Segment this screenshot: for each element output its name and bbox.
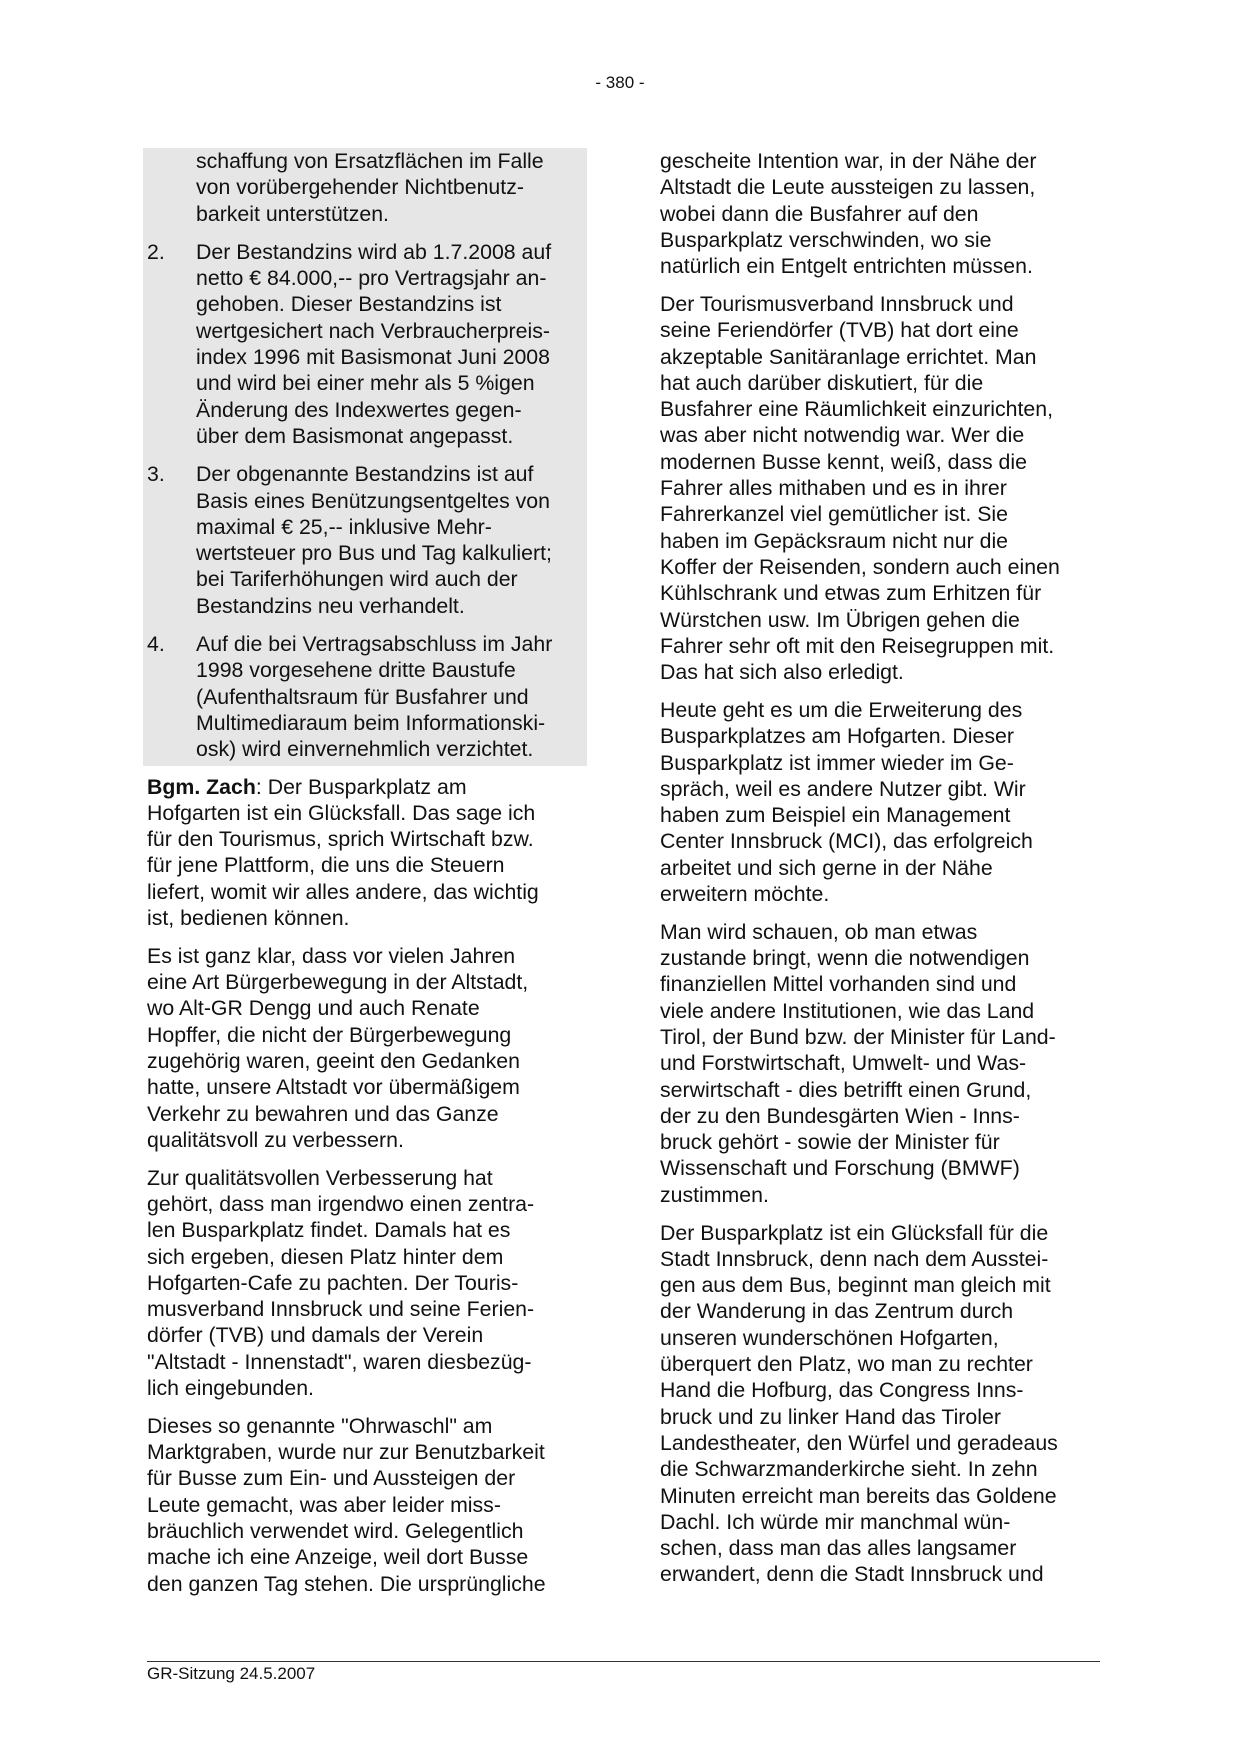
continued-item: schaffung von Ersatzflächen im Falle von vorübergehender Nichtbenutz- barkeit unterstützen. (196, 149, 544, 226)
right-column (660, 148, 1100, 1599)
paragraph: Es ist ganz klar, dass vor vielen Jahren eine Art Bürgerbewegung in der Altstadt, wo Alt-GR Dengg und auch Renate Hopffer, die nicht der Bürgerbewegung zugehörig waren, geeint den Gedanken hatte, unsere Altstadt vor übermäßigem Verkehr zu bewahren und das Ganze qualitätsvoll zu verbessern. (147, 943, 529, 1152)
speaker-name: Bgm. Zach (147, 774, 256, 799)
paragraph: Man wird schauen, ob man etwas zustande bringt, wenn die notwendigen finanziellen Mittel vorhanden sind und viele andere Institutionen, wie das Land Tirol, der Bund bzw. der Minister für Land- und Forstwirtschaft, Umwelt- und Was- serwirtschaft - dies betrifft einen Grund, der zu den Bundesgärten Wien - Inns- bruck gehört - sowie der Minister für Wissenschaft und Forschung (BMWF) zustimmen. (660, 919, 1056, 1207)
speaker-text: : Der Busparkplatz am Hofgarten ist ein Glücksfall. Das sage ich für den Tourismus, sprich Wirtschaft bzw. für jene Plattform, die uns die Steuern liefert, womit wir alles andere, das wichtig ist, bedienen können. (147, 774, 539, 931)
paragraph: Dieses so genannte "Ohrwaschl" am Marktgraben, wurde nur zur Benutzbarkeit für Busse zum Ein- und Aussteigen der Leute gemacht, was aber leider miss- bräuchlich verwendet wird. Gelegentlich mache ich eine Anzeige, weil dort Busse den ganzen Tag stehen. Die ursprüngliche (147, 1413, 546, 1596)
list-item-3 (147, 461, 587, 619)
page-number: - 380 - (595, 73, 645, 92)
speaker-paragraph (147, 774, 587, 932)
paragraph: gescheite Intention war, in der Nähe der Altstadt die Leute aussteigen zu lassen, wobei dann die Busfahrer auf den Busparkplatz verschwinden, wo sie natürlich ein Entgelt entrichten müssen. (660, 149, 1037, 279)
list-item-text: Auf die bei Vertragsabschluss im Jahr 1998 vorgesehene dritte Baustufe (Aufenthaltsraum für Busfahrer und Multimediaraum beim Informationski- osk) wird einvernehmlich verzichtet. (196, 632, 553, 762)
list-item-number: 3. (147, 462, 165, 487)
list-item-number: 4. (147, 632, 165, 657)
paragraph: Zur qualitätsvollen Verbesserung hat gehört, dass man irgendwo einen zentra- len Busparkplatz findet. Damals hat es sich ergeben, diesen Platz hinter dem Hofgarten-Cafe zu pachten. Der Touris- musverband Innsbruck und seine Ferien- dörfer (TVB) und damals der Verein "Altstadt - Innenstadt", waren diesbezüg- lich eingebunden. (147, 1165, 535, 1401)
left-column (147, 148, 587, 1608)
footer-divider (147, 1661, 1100, 1662)
paragraph: Heute geht es um die Erweiterung des Busparkplatzes am Hofgarten. Dieser Busparkplatz ist immer wieder im Ge- spräch, weil es andere Nutzer gibt. Wir haben zum Beispiel ein Management Center Innsbruck (MCI), das erfolgreich arbeitet und sich gerne in der Nähe erweitern möchte. (660, 697, 1033, 907)
list-item-text: Der Bestandzins wird ab 1.7.2008 auf netto € 84.000,-- pro Vertragsjahr an- gehoben. Dieser Bestandzins ist wertgesichert nach Verbraucherpreis- index 1996 mit Basismonat Juni 2008 und wird bei einer mehr als 5 %igen Änderung des Indexwertes gegen- über dem Basismonat angepasst. (196, 239, 552, 448)
list-item-4 (147, 631, 587, 762)
list-item-2 (147, 239, 587, 449)
list-item-number: 2. (147, 239, 165, 264)
paragraph: Der Busparkplatz ist ein Glücksfall für die Stadt Innsbruck, denn nach dem Ausstei- gen aus dem Bus, beginnt man gleich mit der Wanderung in das Zentrum durch unseren wunderschönen Hofgarten, überquert den Platz, wo man zu rechter Hand die Hofburg, das Congress Inns- bruck und zu linker Hand das Tiroler Landestheater, den Würfel und geradeaus die Schwarzmanderkirche sieht. In zehn Minuten erreicht man bereits das Goldene Dachl. Ich würde mir manchmal wün- schen, dass man das alles langsamer erwandert, denn die Stadt Innsbruck und (660, 1220, 1058, 1587)
footer-session-date: GR-Sitzung 24.5.2007 (147, 1664, 316, 1683)
list-item-text: Der obgenannte Bestandzins ist auf Basis eines Benützungsentgeltes von maximal € 25,-- inklusive Mehr- wertsteuer pro Bus und Tag kalkuliert; bei Tariferhöhungen wird auch der Bestandzins neu verhandelt. (196, 462, 552, 618)
paragraph: Der Tourismusverband Innsbruck und seine Feriendörfer (TVB) hat dort eine akzeptable Sanitäranlage errichtet. Man hat auch darüber diskutiert, für die Busfahrer eine Räumlichkeit einzurichten, was aber nicht notwendig war. Wer die modernen Busse kennt, weiß, dass die Fahrer alles mithaben und es in ihrer Fahrerkanzel viel gemütlicher ist. Sie haben im Gepäcksraum nicht nur die Koffer der Reisenden, sondern auch einen Kühlschrank und etwas zum Erhitzen für Würstchen usw. Im Übrigen gehen die Fahrer sehr oft mit den Reisegruppen mit. Das hat sich also erledigt. (660, 291, 1060, 685)
motion-box (143, 148, 587, 766)
